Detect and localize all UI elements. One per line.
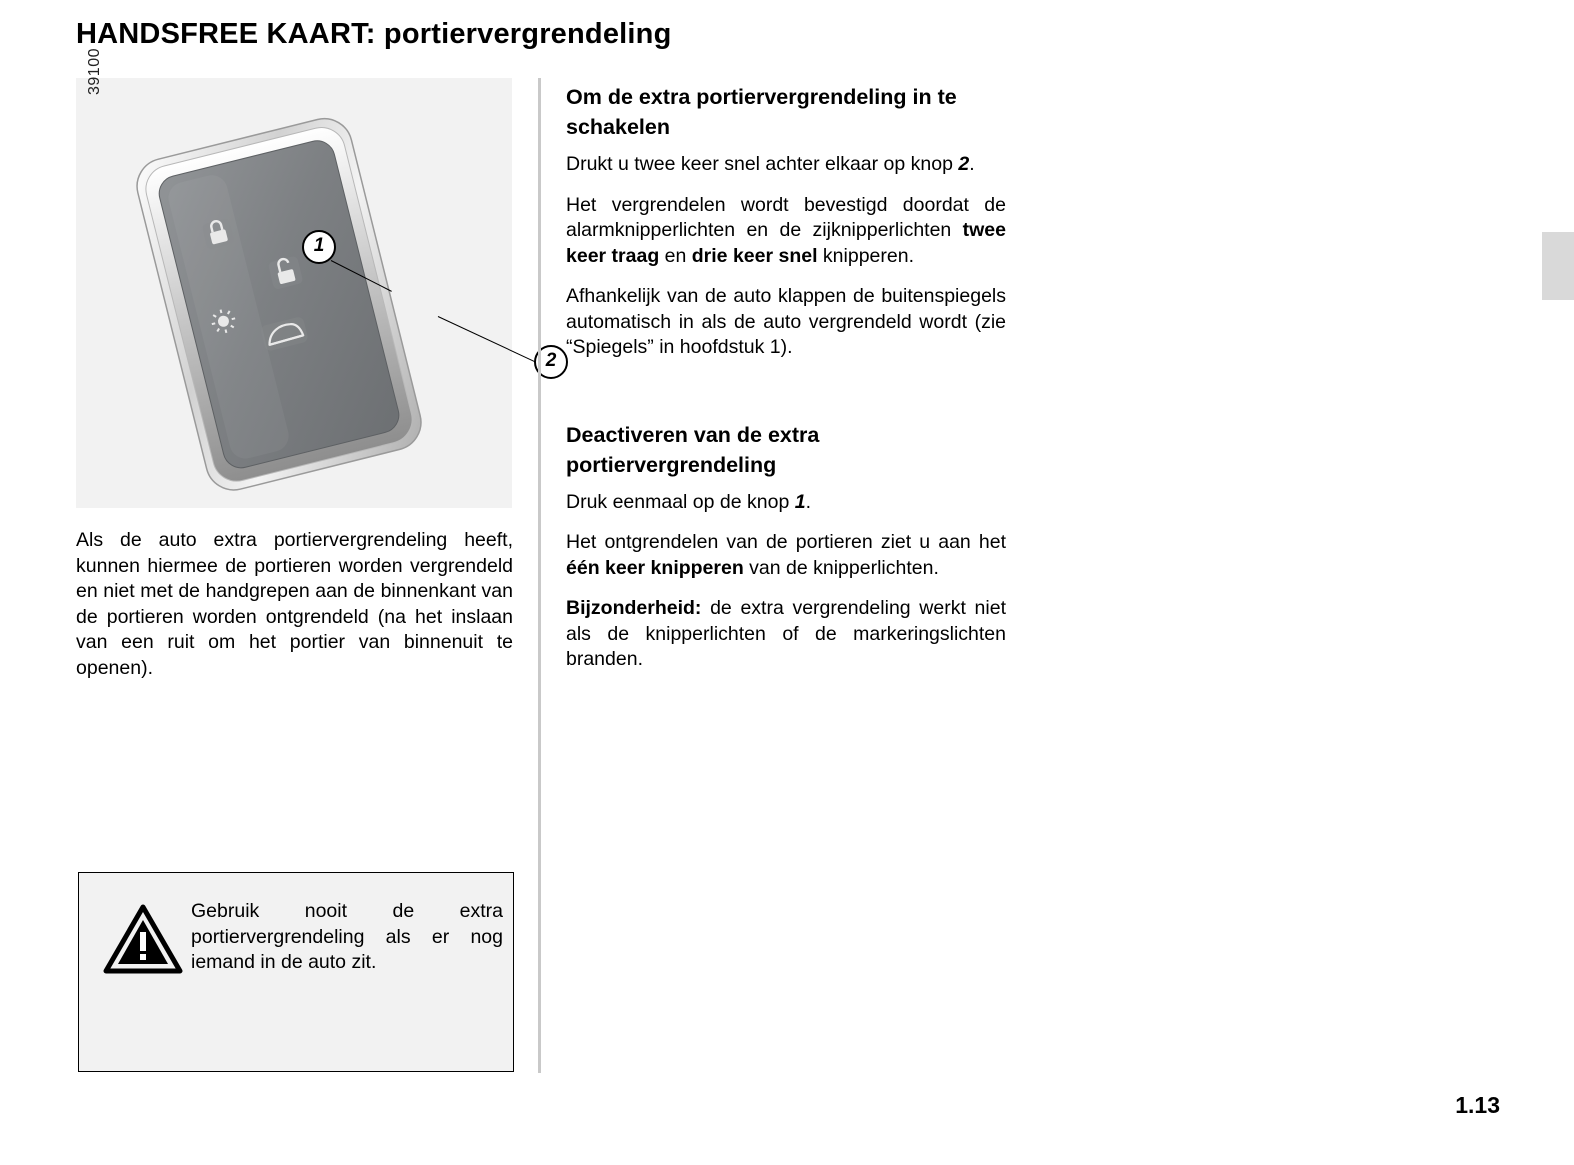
page-number: 1.13 — [1455, 1092, 1500, 1118]
activate-paragraph-3: Afhankelijk van de auto klappen de buitenspiegels automatisch in als de auto vergrendeld wordt (zie “Spiegels” in hoofdstuk 1). — [566, 285, 1006, 358]
activate-p2-bold-2: drie keer snel — [691, 244, 818, 267]
activate-p2-text-a: Het vergrendelen wordt bevestigd doordat de alarmknipperlichten en de zijknipperlichten — [566, 193, 1006, 241]
figure-reference-number: 39100 — [86, 48, 103, 95]
deactivate-p1-button-ref: 1 — [794, 490, 806, 513]
deactivate-p1-text-a: Druk eenmaal op de knop — [566, 490, 795, 513]
activate-p2-bold-1: twee keer traag — [566, 219, 1006, 267]
keycard-figure — [76, 78, 557, 508]
callout-marker-1: 1 — [302, 230, 336, 264]
deactivate-p2-bold: één keer knipperen — [566, 556, 744, 579]
keycard-illustration — [96, 98, 496, 498]
chapter-edge-tab — [1542, 232, 1574, 300]
activate-p1-text-c: . — [969, 153, 975, 175]
warning-text: Gebruik nooit de extra portiervergrendeling als er nog iemand in de auto zit. — [191, 900, 503, 973]
column-divider — [538, 78, 541, 1073]
activate-p2-text-e: knipperen. — [817, 244, 914, 267]
deactivate-p3-text: de extra vergrendeling werkt niet als de knipperlichten of de markeringslichten branden. — [566, 597, 1006, 670]
deactivate-p2-text-c: van de knipperlichten. — [743, 556, 939, 579]
deactivate-p1-text-c: . — [805, 490, 812, 513]
right-column — [566, 82, 1006, 688]
section-spacer — [566, 376, 1006, 420]
page-title: HANDSFREE KAART: portiervergrendeling — [76, 18, 672, 50]
warning-box — [78, 872, 514, 1072]
section-heading-deactivate: Deactiveren van de extra portiervergrendeling — [566, 422, 820, 477]
deactivate-p3-label: Bijzonderheid: — [566, 597, 702, 619]
activate-paragraph-2 — [566, 193, 1006, 270]
deactivate-paragraph-2 — [566, 530, 1006, 581]
section-heading-activate: Om de extra portiervergrendeling in te schakelen — [566, 85, 957, 139]
warning-triangle-icon — [103, 903, 183, 975]
activate-p1-button-ref: 2 — [958, 153, 970, 175]
activate-paragraph-1 — [566, 152, 1006, 178]
deactivate-paragraph-1 — [566, 490, 1006, 516]
deactivate-paragraph-3 — [566, 596, 1006, 673]
activate-p1-text-a: Drukt u twee keer snel achter elkaar op knop — [566, 153, 959, 175]
callout-marker-2: 2 — [534, 345, 568, 379]
intro-paragraph: Als de auto extra portiervergrendeling heeft, kunnen hiermee de portieren worden vergrendeld en niet met de handgrepen aan de binnenkant van de portieren worden ontgrendeld (na het inslaan van een ruit om het portier van binnenuit te openen). — [76, 529, 513, 679]
deactivate-p2-text-a: Het ontgrendelen van de portieren ziet u aan het — [566, 531, 1006, 553]
activate-p2-text-c: en — [659, 244, 692, 267]
